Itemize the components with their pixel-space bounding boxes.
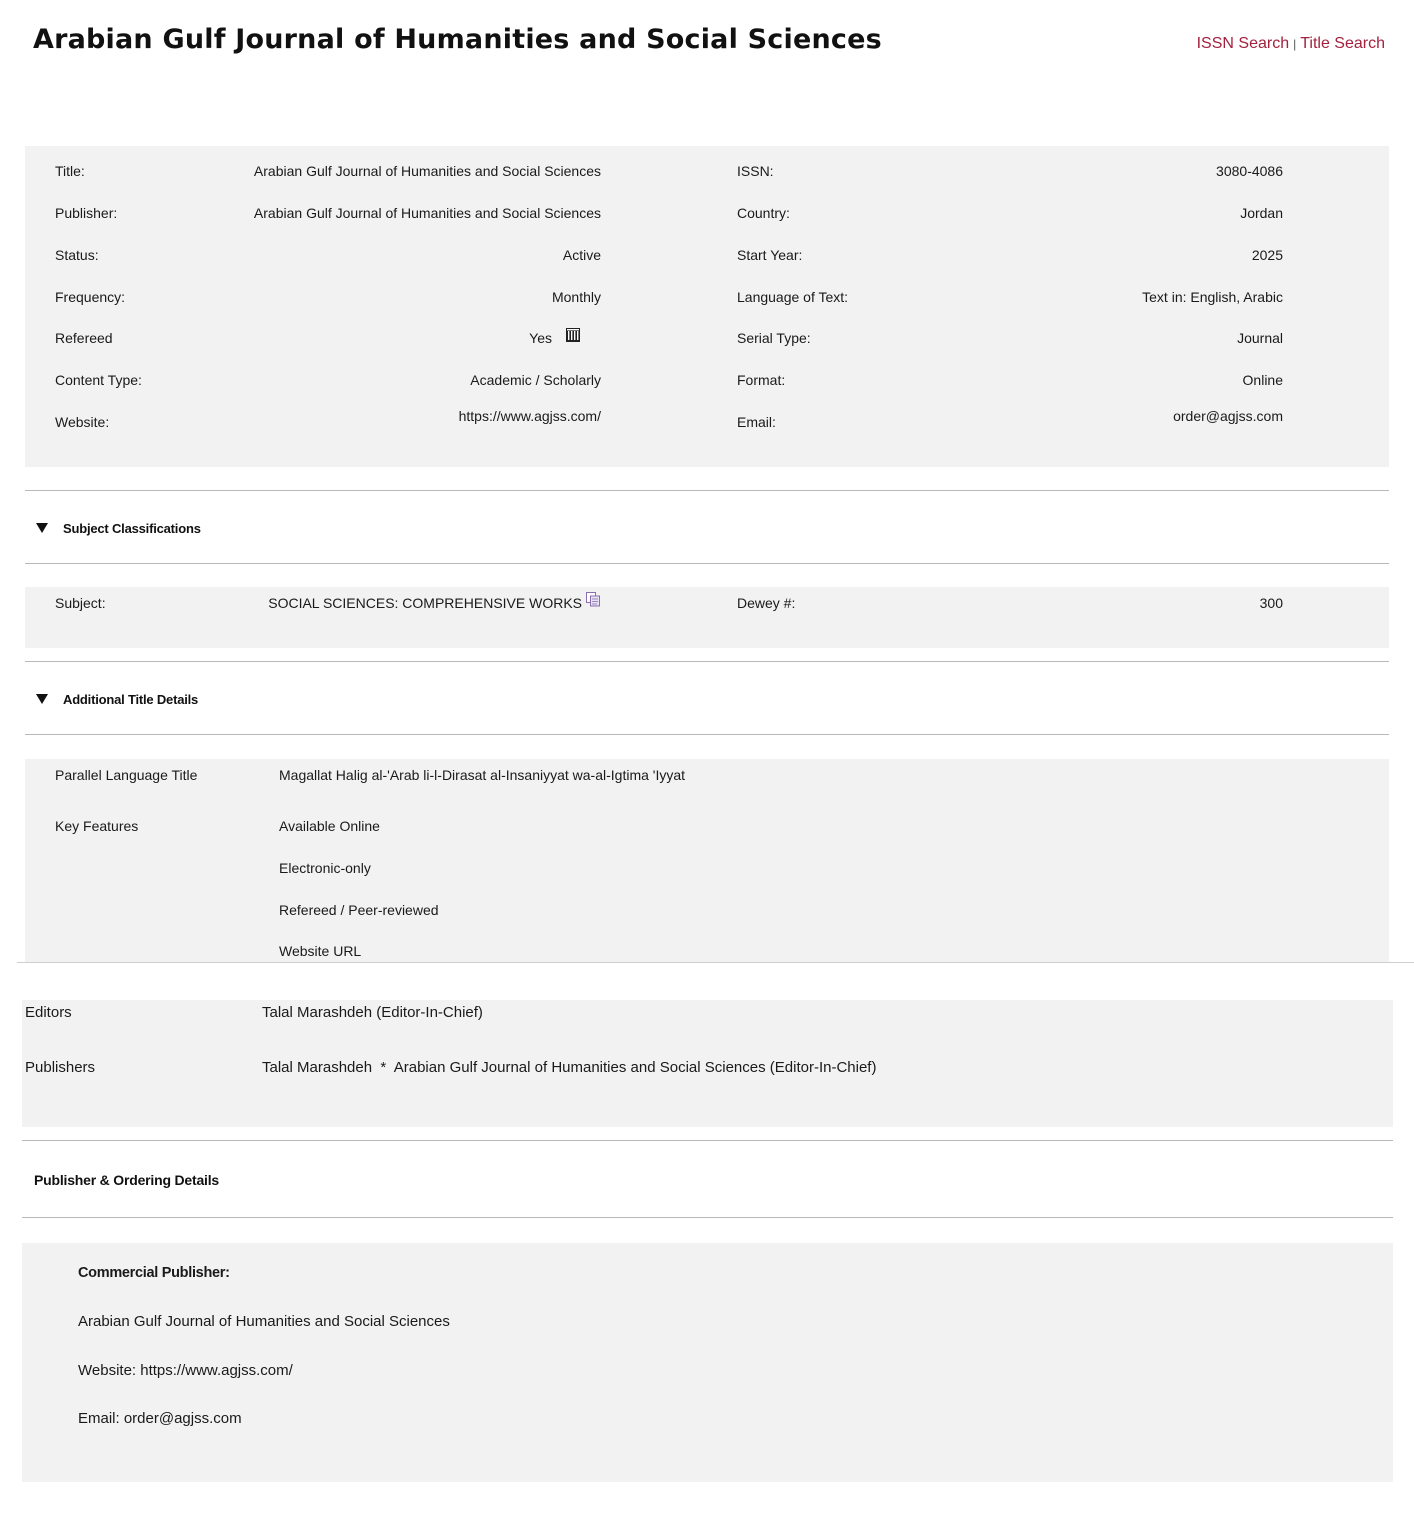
key-feature-item: Electronic-only xyxy=(279,860,371,876)
ordering-email[interactable]: Email: order@agjss.com xyxy=(78,1410,242,1427)
dewey-label: Dewey #: xyxy=(737,595,796,611)
issn-value: 3080-4086 xyxy=(1216,163,1283,179)
title-search-link[interactable]: Title Search xyxy=(1300,35,1385,52)
status-label: Status: xyxy=(55,247,99,263)
parallel-title-value: Magallat Halig al-'Arab li-l-Dirasat al-Insaniyyat wa-al-Igtima 'Iyyat xyxy=(279,767,686,783)
language-label: Language of Text: xyxy=(737,289,849,305)
editors-value: Talal Marashdeh (Editor-In-Chief) xyxy=(262,1004,483,1021)
start-year-value: 2025 xyxy=(1251,247,1283,263)
page-title: Arabian Gulf Journal of Humanities and Social Sciences xyxy=(33,24,882,55)
subject-value[interactable]: SOCIAL SCIENCES: COMPREHENSIVE WORKS xyxy=(268,595,582,611)
content-type-label: Content Type: xyxy=(55,372,142,388)
content-type-value: Academic / Scholarly xyxy=(470,372,601,388)
collapse-caret-icon[interactable] xyxy=(36,694,48,704)
issn-label: ISSN: xyxy=(737,163,774,179)
refereed-book-icon xyxy=(565,327,581,343)
parallel-title-label: Parallel Language Title xyxy=(55,767,198,783)
email-value[interactable]: order@agjss.com xyxy=(1173,408,1283,424)
title-value: Arabian Gulf Journal of Humanities and Social Sciences xyxy=(253,163,601,179)
divider xyxy=(22,1217,1393,1218)
title-label: Title: xyxy=(55,163,85,179)
format-label: Format: xyxy=(737,372,786,388)
country-value: Jordan xyxy=(1240,205,1283,221)
subject-panel xyxy=(25,587,1389,648)
divider xyxy=(25,490,1389,491)
frequency-value: Monthly xyxy=(551,289,601,305)
key-feature-item: Refereed / Peer-reviewed xyxy=(279,902,439,918)
format-value: Online xyxy=(1242,372,1283,388)
country-label: Country: xyxy=(737,205,790,221)
ordering-details-heading[interactable]: Publisher & Ordering Details xyxy=(34,1172,219,1188)
publishers-value: Talal Marashdeh * Arabian Gulf Journal of Humanities and Social Sciences (Editor-In-Chief) xyxy=(262,1059,877,1076)
subject-copy-icon[interactable] xyxy=(585,591,601,607)
frequency-label: Frequency: xyxy=(55,289,126,305)
commercial-publisher-label: Commercial Publisher: xyxy=(78,1265,230,1281)
editors-label: Editors xyxy=(25,1004,72,1021)
publishers-label: Publishers xyxy=(25,1059,96,1076)
publisher-value: Arabian Gulf Journal of Humanities and Social Sciences xyxy=(253,205,601,221)
language-value: Text in: English, Arabic xyxy=(1142,289,1283,305)
key-features-label: Key Features xyxy=(55,818,139,834)
additional-details-panel xyxy=(25,759,1389,962)
divider xyxy=(25,563,1389,564)
refereed-label: Refereed xyxy=(55,330,113,346)
start-year-label: Start Year: xyxy=(737,247,803,263)
divider xyxy=(25,661,1389,662)
publisher-label: Publisher: xyxy=(55,205,118,221)
collapse-caret-icon[interactable] xyxy=(36,523,48,533)
subject-label: Subject: xyxy=(55,595,106,611)
status-value: Active xyxy=(562,247,601,263)
divider xyxy=(17,962,1414,963)
divider xyxy=(22,1140,1393,1141)
top-links xyxy=(1197,35,1385,53)
email-label: Email: xyxy=(737,414,776,430)
website-label: Website: xyxy=(55,414,110,430)
refereed-value: Yes xyxy=(529,330,552,346)
additional-title-details-heading[interactable]: Additional Title Details xyxy=(63,692,199,707)
subject-classifications-heading[interactable]: Subject Classifications xyxy=(63,521,201,536)
key-feature-item: Available Online xyxy=(279,818,380,834)
ordering-website[interactable]: Website: https://www.agjss.com/ xyxy=(78,1362,293,1379)
serial-type-value: Journal xyxy=(1237,330,1283,346)
key-feature-item: Website URL xyxy=(279,943,362,959)
commercial-publisher-name: Arabian Gulf Journal of Humanities and Social Sciences xyxy=(78,1313,450,1330)
issn-search-link[interactable]: ISSN Search xyxy=(1196,35,1290,52)
divider xyxy=(25,734,1389,735)
website-value[interactable]: https://www.agjss.com/ xyxy=(458,408,601,424)
dewey-value: 300 xyxy=(1259,595,1283,611)
serial-type-label: Serial Type: xyxy=(737,330,811,346)
link-separator: | xyxy=(1293,37,1297,51)
